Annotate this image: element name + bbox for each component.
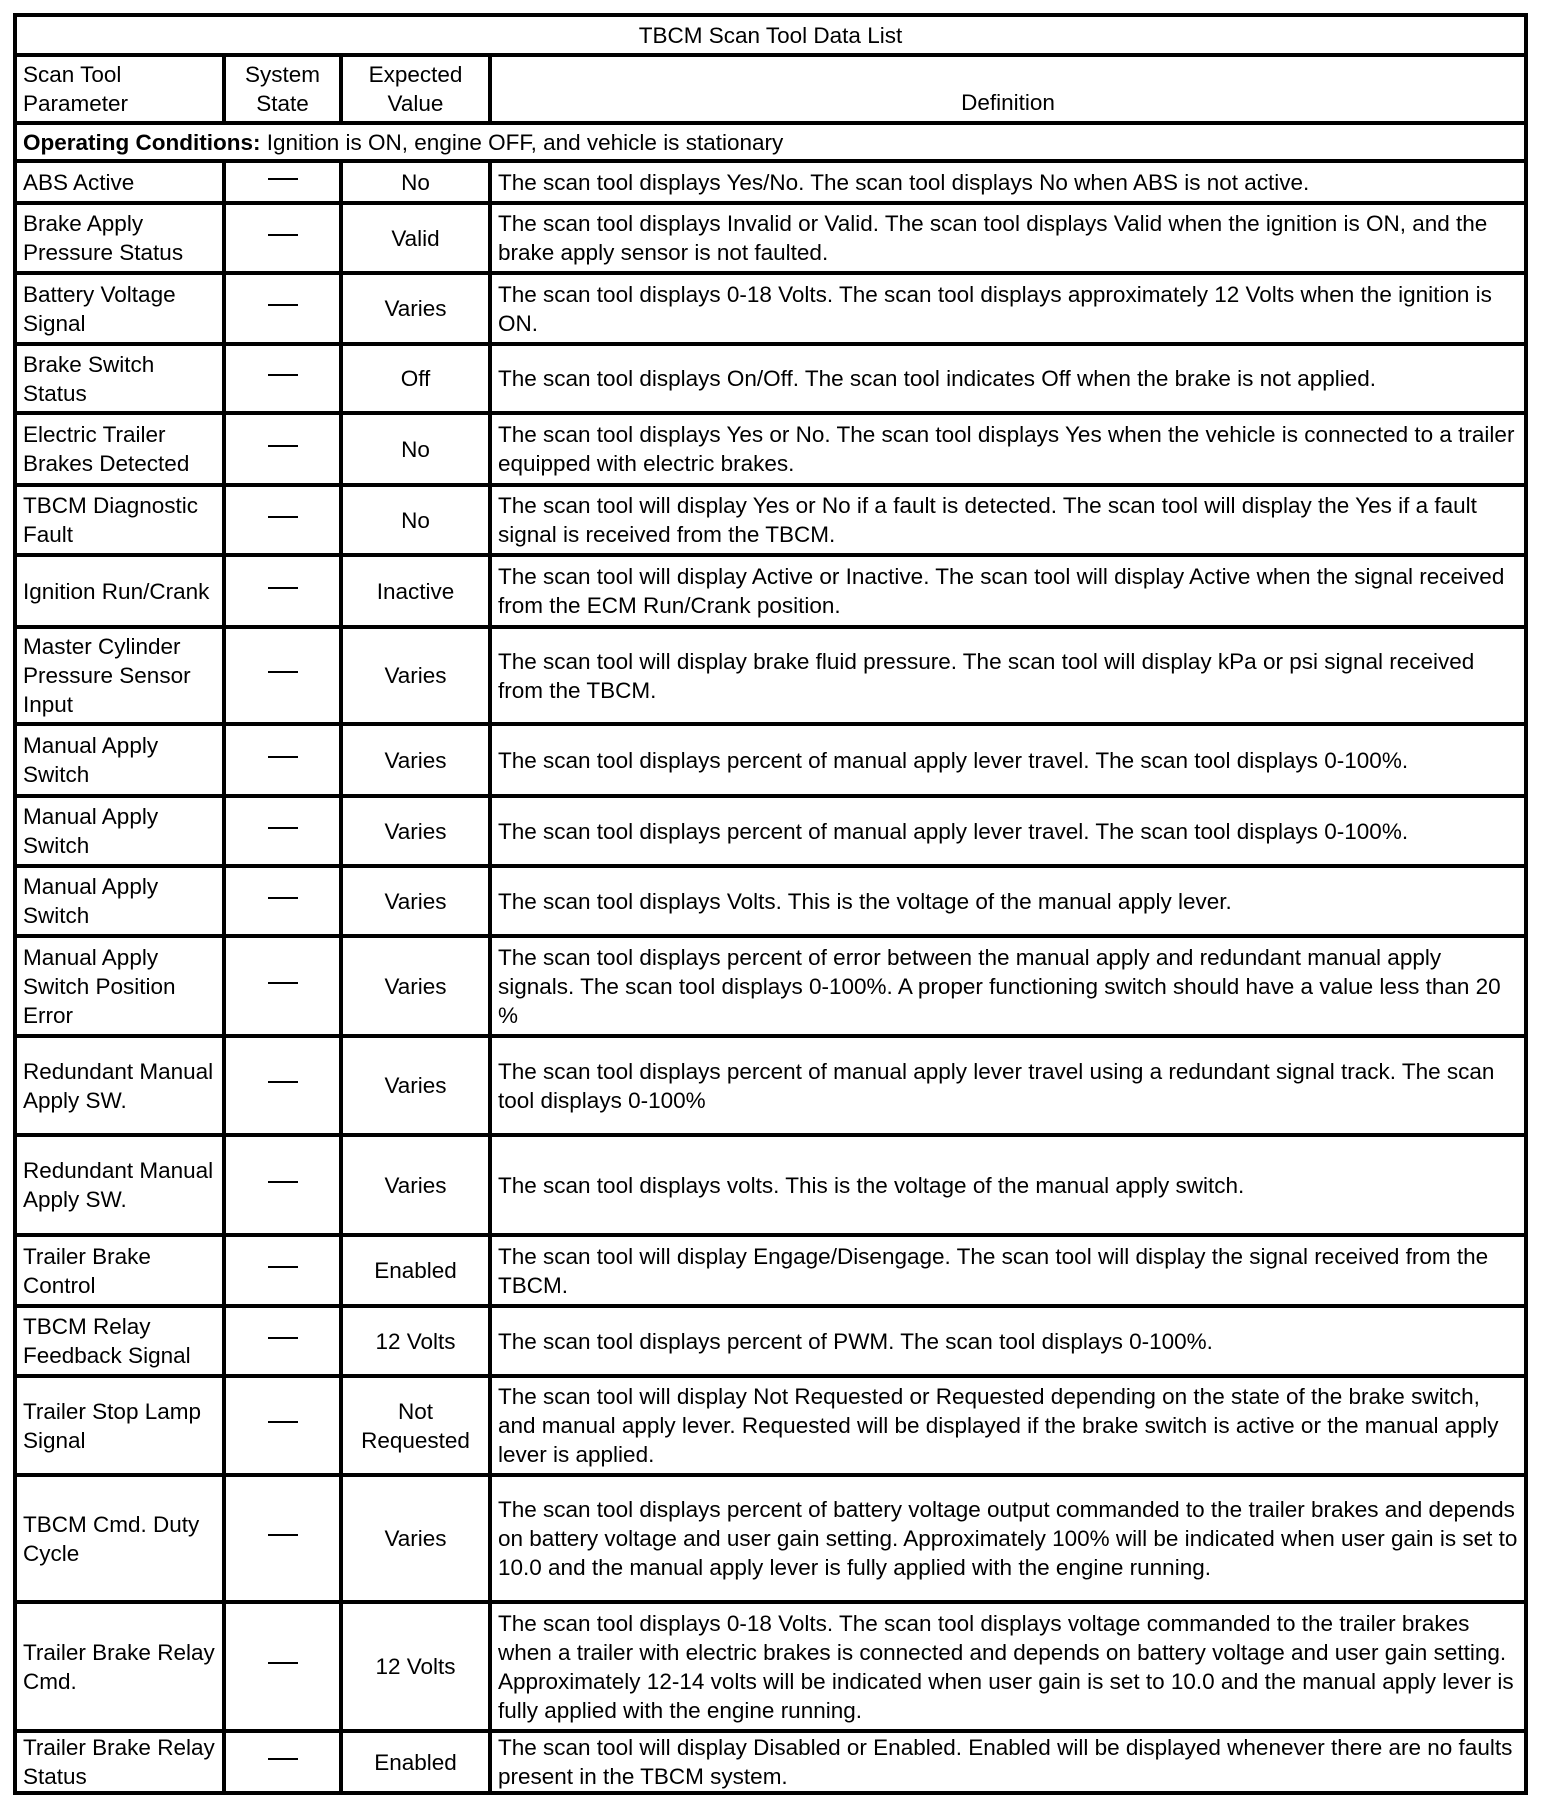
expected-value-cell: Varies <box>341 796 490 866</box>
system-state-cell <box>224 344 341 413</box>
expected-value-cell: No <box>341 413 490 485</box>
system-state-cell <box>224 866 341 936</box>
system-state-cell <box>224 555 341 627</box>
expected-value-cell: Off <box>341 344 490 413</box>
operating-conditions-text: Ignition is ON, engine OFF, and vehicle is stationary <box>260 129 784 155</box>
parameter-cell: Manual Apply Switch <box>15 866 224 936</box>
em-dash-mark <box>268 178 298 180</box>
parameter-cell: Manual Apply Switch <box>15 724 224 796</box>
system-state-cell <box>224 1731 341 1793</box>
parameter-cell: Trailer Brake Relay Status <box>15 1731 224 1793</box>
system-state-cell <box>224 1602 341 1731</box>
parameter-cell: Electric Trailer Brakes Detected <box>15 413 224 485</box>
system-state-cell <box>224 273 341 344</box>
operating-conditions-label: Operating Conditions: <box>23 129 261 155</box>
parameter-cell: Battery Voltage Signal <box>15 273 224 344</box>
operating-conditions <box>15 123 1526 161</box>
expected-value-cell: Enabled <box>341 1731 490 1793</box>
system-state-cell <box>224 161 341 203</box>
table-row <box>15 1475 1526 1602</box>
em-dash-mark <box>268 234 298 236</box>
parameter-cell: Redundant Manual Apply SW. <box>15 1135 224 1235</box>
expected-value-cell: 12 Volts <box>341 1306 490 1376</box>
em-dash-mark <box>268 671 298 673</box>
table-row <box>15 1036 1526 1135</box>
table-title: TBCM Scan Tool Data List <box>15 15 1526 55</box>
table-row <box>15 724 1526 796</box>
definition-cell: The scan tool will display Active or Inactive. The scan tool will display Active when the signal received from the ECM Run/Crank position. <box>490 555 1526 627</box>
definition-cell: The scan tool displays percent of error between the manual apply and redundant manual apply signals. The scan tool displays 0-100%. A proper functioning switch should have a value less than 20 % <box>490 936 1526 1036</box>
table-row <box>15 203 1526 273</box>
system-state-cell <box>224 1036 341 1135</box>
expected-value-cell: Varies <box>341 1475 490 1602</box>
table-row <box>15 344 1526 413</box>
definition-cell: The scan tool displays percent of manual apply lever travel. The scan tool displays 0-100%. <box>490 796 1526 866</box>
column-header-definition: Definition <box>490 55 1526 123</box>
expected-value-cell: Varies <box>341 936 490 1036</box>
system-state-cell <box>224 796 341 866</box>
em-dash-mark <box>268 756 298 758</box>
definition-cell: The scan tool displays percent of battery voltage output commanded to the trailer brakes and depends on battery voltage and user gain setting. Approximately 100% will be indicated when user gain is set to 10.0 and the manual apply lever is fully applied with the engine running. <box>490 1475 1526 1602</box>
definition-cell: The scan tool displays percent of PWM. The scan tool displays 0-100%. <box>490 1306 1526 1376</box>
definition-cell: The scan tool will display Engage/Disengage. The scan tool will display the signal received from the TBCM. <box>490 1235 1526 1306</box>
em-dash-mark <box>268 516 298 518</box>
system-state-cell <box>224 1135 341 1235</box>
parameter-cell: Trailer Brake Control <box>15 1235 224 1306</box>
em-dash-mark <box>268 1181 298 1183</box>
parameter-cell: TBCM Cmd. Duty Cycle <box>15 1475 224 1602</box>
column-header-row <box>15 55 1526 123</box>
column-header-expected-value: Expected Value <box>341 55 490 123</box>
em-dash-mark <box>268 1081 298 1083</box>
em-dash-mark <box>268 1534 298 1536</box>
table-title-row <box>15 15 1526 55</box>
expected-value-cell: Varies <box>341 866 490 936</box>
parameter-cell: Manual Apply Switch <box>15 796 224 866</box>
expected-value-cell: No <box>341 161 490 203</box>
definition-cell: The scan tool displays percent of manual apply lever travel. The scan tool displays 0-100%. <box>490 724 1526 796</box>
em-dash-mark <box>268 1758 298 1760</box>
table-row <box>15 413 1526 485</box>
parameter-cell: Manual Apply Switch Position Error <box>15 936 224 1036</box>
expected-value-cell: No <box>341 485 490 555</box>
definition-cell: The scan tool displays Invalid or Valid. The scan tool displays Valid when the ignition is ON, and the brake apply sensor is not faulted. <box>490 203 1526 273</box>
system-state-cell <box>224 203 341 273</box>
definition-cell: The scan tool displays Yes/No. The scan tool displays No when ABS is not active. <box>490 161 1526 203</box>
parameter-cell: Trailer Brake Relay Cmd. <box>15 1602 224 1731</box>
em-dash-mark <box>268 374 298 376</box>
system-state-cell <box>224 936 341 1036</box>
system-state-cell <box>224 1306 341 1376</box>
table-row <box>15 796 1526 866</box>
expected-value-cell: Varies <box>341 1036 490 1135</box>
expected-value-cell: Varies <box>341 724 490 796</box>
parameter-cell: TBCM Relay Feedback Signal <box>15 1306 224 1376</box>
system-state-cell <box>224 1235 341 1306</box>
system-state-cell <box>224 724 341 796</box>
em-dash-mark <box>268 587 298 589</box>
table-row <box>15 273 1526 344</box>
parameter-cell: Ignition Run/Crank <box>15 555 224 627</box>
column-header-parameter: Scan Tool Parameter <box>15 55 224 123</box>
definition-cell: The scan tool displays percent of manual apply lever travel using a redundant signal track. The scan tool displays 0-100% <box>490 1036 1526 1135</box>
em-dash-mark <box>268 1421 298 1423</box>
expected-value-cell: Enabled <box>341 1235 490 1306</box>
em-dash-mark <box>268 1662 298 1664</box>
table-row <box>15 555 1526 627</box>
em-dash-mark <box>268 897 298 899</box>
definition-cell: The scan tool will display Disabled or Enabled. Enabled will be displayed whenever there are no faults present in the TBCM system. <box>490 1731 1526 1793</box>
table-row <box>15 1731 1526 1793</box>
table-row <box>15 866 1526 936</box>
table-row <box>15 1602 1526 1731</box>
em-dash-mark <box>268 1337 298 1339</box>
expected-value-cell: Not Requested <box>341 1376 490 1475</box>
expected-value-cell: Varies <box>341 273 490 344</box>
system-state-cell <box>224 485 341 555</box>
parameter-cell: Redundant Manual Apply SW. <box>15 1036 224 1135</box>
expected-value-cell: Valid <box>341 203 490 273</box>
parameter-cell: Brake Switch Status <box>15 344 224 413</box>
expected-value-cell: Inactive <box>341 555 490 627</box>
definition-cell: The scan tool displays Yes or No. The scan tool displays Yes when the vehicle is connected to a trailer equipped with electric brakes. <box>490 413 1526 485</box>
table-row <box>15 936 1526 1036</box>
column-header-system-state: System State <box>224 55 341 123</box>
expected-value-cell: 12 Volts <box>341 1602 490 1731</box>
tbcm-scan-tool-data-table <box>13 13 1528 1795</box>
definition-cell: The scan tool displays On/Off. The scan tool indicates Off when the brake is not applied. <box>490 344 1526 413</box>
definition-cell: The scan tool displays 0-18 Volts. The scan tool displays approximately 12 Volts when the ignition is ON. <box>490 273 1526 344</box>
definition-cell: The scan tool displays 0-18 Volts. The scan tool displays voltage commanded to the trailer brakes when a trailer with electric brakes is connected and depends on battery voltage and user gain setting. Approximately 12-14 volts will be indicated when user gain is set to 10.0 and the manual apply lever is fully applied with the engine running. <box>490 1602 1526 1731</box>
em-dash-mark <box>268 827 298 829</box>
table-row <box>15 485 1526 555</box>
expected-value-cell: Varies <box>341 627 490 724</box>
operating-conditions-row <box>15 123 1526 161</box>
em-dash-mark <box>268 1266 298 1268</box>
system-state-cell <box>224 1475 341 1602</box>
definition-cell: The scan tool will display brake fluid pressure. The scan tool will display kPa or psi signal received from the TBCM. <box>490 627 1526 724</box>
table-row <box>15 1306 1526 1376</box>
em-dash-mark <box>268 982 298 984</box>
definition-cell: The scan tool will display Yes or No if a fault is detected. The scan tool will display the Yes if a fault signal is received from the TBCM. <box>490 485 1526 555</box>
system-state-cell <box>224 627 341 724</box>
expected-value-cell: Varies <box>341 1135 490 1235</box>
em-dash-mark <box>268 445 298 447</box>
parameter-cell: Brake Apply Pressure Status <box>15 203 224 273</box>
table-row <box>15 1376 1526 1475</box>
definition-cell: The scan tool will display Not Requested or Requested depending on the state of the brake switch, and manual apply lever. Requested will be displayed if the brake switch is active or the manual apply lever is applied. <box>490 1376 1526 1475</box>
parameter-cell: TBCM Diagnostic Fault <box>15 485 224 555</box>
system-state-cell <box>224 413 341 485</box>
parameter-cell: Trailer Stop Lamp Signal <box>15 1376 224 1475</box>
table-row <box>15 627 1526 724</box>
table-row <box>15 1135 1526 1235</box>
definition-cell: The scan tool displays volts. This is the voltage of the manual apply switch. <box>490 1135 1526 1235</box>
parameter-cell: ABS Active <box>15 161 224 203</box>
parameter-cell: Master Cylinder Pressure Sensor Input <box>15 627 224 724</box>
definition-cell: The scan tool displays Volts. This is the voltage of the manual apply lever. <box>490 866 1526 936</box>
table-row <box>15 161 1526 203</box>
system-state-cell <box>224 1376 341 1475</box>
em-dash-mark <box>268 304 298 306</box>
table-row <box>15 1235 1526 1306</box>
